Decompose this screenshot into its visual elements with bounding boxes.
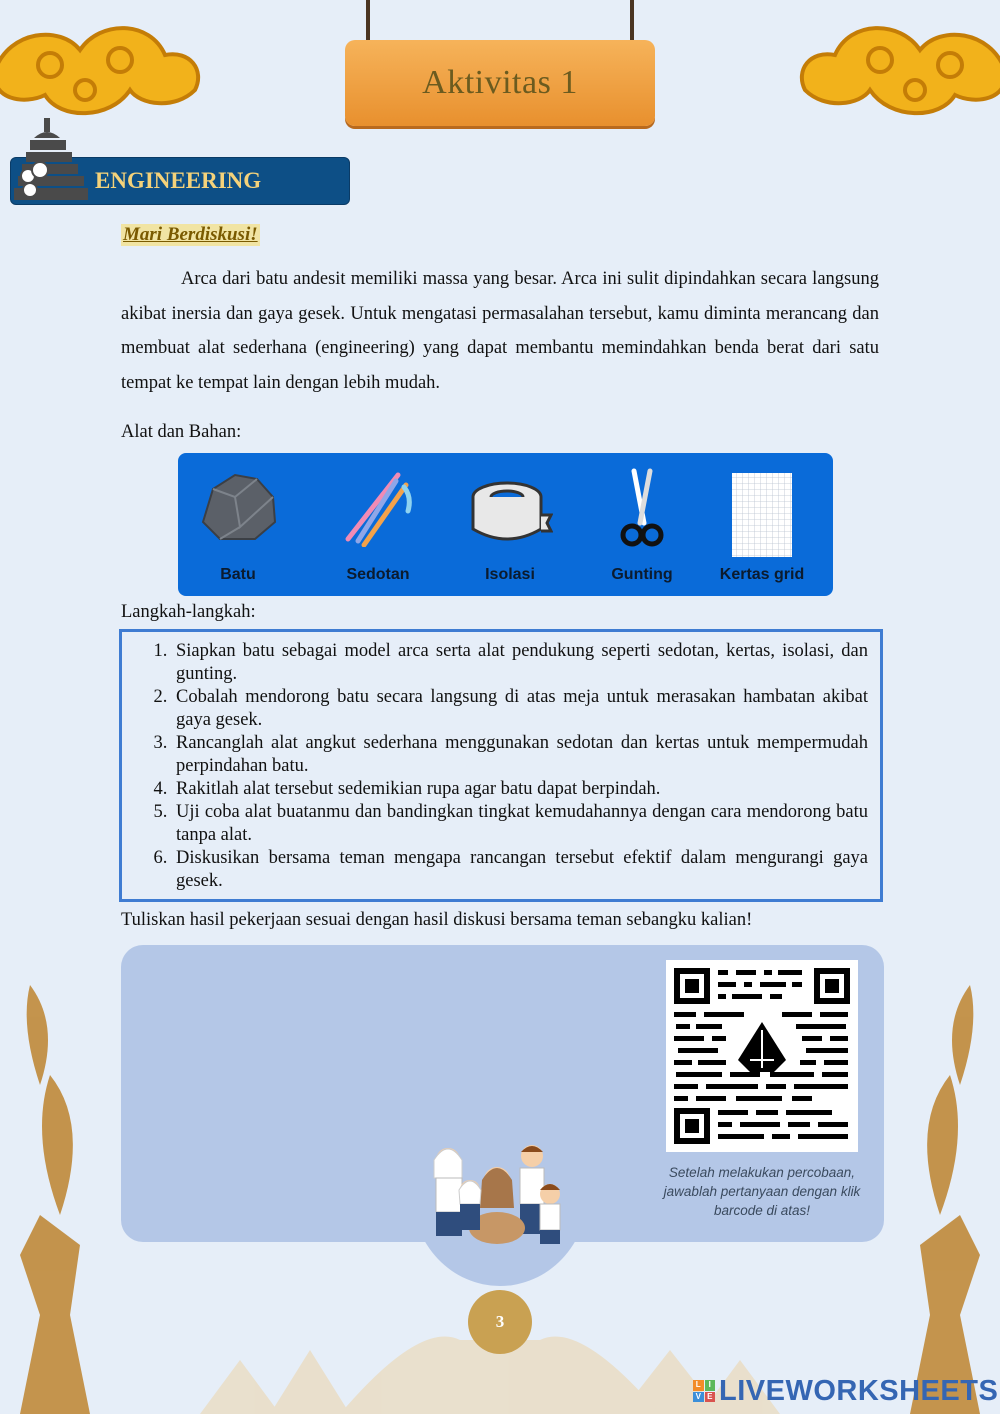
materials-panel bbox=[178, 453, 833, 596]
tape-icon bbox=[467, 467, 553, 547]
page-number: 3 bbox=[468, 1290, 532, 1354]
material-item bbox=[582, 453, 702, 596]
students-illustration bbox=[422, 1138, 572, 1250]
cloud-ornament-right bbox=[790, 10, 1000, 130]
material-name: Kertas grid bbox=[719, 566, 805, 583]
step-item: 1. Siapkan batu sebagai model arca serta alat pendukung seperti sedotan, kertas, isolasi, dan gunting. bbox=[172, 640, 868, 686]
material-name: Gunting bbox=[611, 566, 673, 583]
material-name: Sedotan bbox=[346, 566, 410, 583]
logo-mark-icon: L I V E bbox=[693, 1380, 715, 1402]
material-name: Batu bbox=[220, 566, 256, 583]
material-item bbox=[318, 453, 438, 596]
materials-label: Alat dan Bahan: bbox=[121, 422, 242, 442]
material-item bbox=[178, 453, 298, 596]
steps-list bbox=[122, 632, 880, 893]
stupa-gear-icon bbox=[12, 118, 90, 202]
section-label: ENGINEERING bbox=[95, 168, 262, 193]
logo-text: LIVEWORKSHEETS bbox=[719, 1374, 999, 1407]
cloud-ornament-left bbox=[0, 10, 210, 130]
steps-box bbox=[119, 629, 883, 902]
intro-paragraph: Arca dari batu andesit memiliki massa yang besar. Arca ini sulit dipindahkan secara langsung akibat inersia dan gaya gesek. Untuk mengatasi permasalahan tersebut, kamu diminta merancang dan membuat alat sederhana (engineering) yang dapat membantu memindahkan benda berat dari satu tempat ke tempat lain dengan lebih mudah. bbox=[121, 269, 879, 393]
instruction-text: Tuliskan hasil pekerjaan sesuai dengan hasil diskusi bersama teman sebangku kalian! bbox=[121, 910, 753, 930]
activity-sign bbox=[345, 40, 655, 126]
straws-icon bbox=[338, 467, 418, 547]
step-item: 6. Diskusikan bersama teman mengapa rancangan tersebut efektif dalam mengurangi gaya gesek. bbox=[172, 847, 868, 893]
qr-code-icon[interactable] bbox=[666, 960, 858, 1152]
scissors-icon bbox=[612, 467, 672, 551]
material-item bbox=[702, 453, 822, 596]
wayang-ornament-left bbox=[0, 985, 130, 1414]
qr-instruction: Setelah melakukan percobaan, jawablah pertanyaan dengan klik barcode di atas! bbox=[663, 1165, 861, 1218]
discussion-subtitle: Mari Berdiskusi! bbox=[123, 224, 258, 245]
step-item: 2. Cobalah mendorong batu secara langsung di atas meja untuk merasakan hambatan akibat gaya gesek. bbox=[172, 686, 868, 732]
material-name: Isolasi bbox=[485, 566, 535, 583]
rock-icon bbox=[195, 467, 281, 547]
grid-paper-icon bbox=[730, 471, 794, 559]
liveworksheets-logo bbox=[693, 1374, 998, 1408]
step-item: 5. Uji coba alat buatanmu dan bandingkan tingkat kemudahannya dengan cara mendorong batu tanpa alat. bbox=[172, 801, 868, 847]
material-item bbox=[450, 453, 570, 596]
steps-label: Langkah-langkah: bbox=[121, 602, 256, 622]
wayang-ornament-right bbox=[870, 985, 1000, 1414]
page-title: Aktivitas 1 bbox=[422, 64, 578, 101]
step-item: 3. Rancanglah alat angkut sederhana menggunakan sedotan dan kertas untuk mempermudah perpindahan batu. bbox=[172, 732, 868, 778]
step-item: 4. Rakitlah alat tersebut sedemikian rupa agar batu dapat berpindah. bbox=[172, 778, 868, 801]
